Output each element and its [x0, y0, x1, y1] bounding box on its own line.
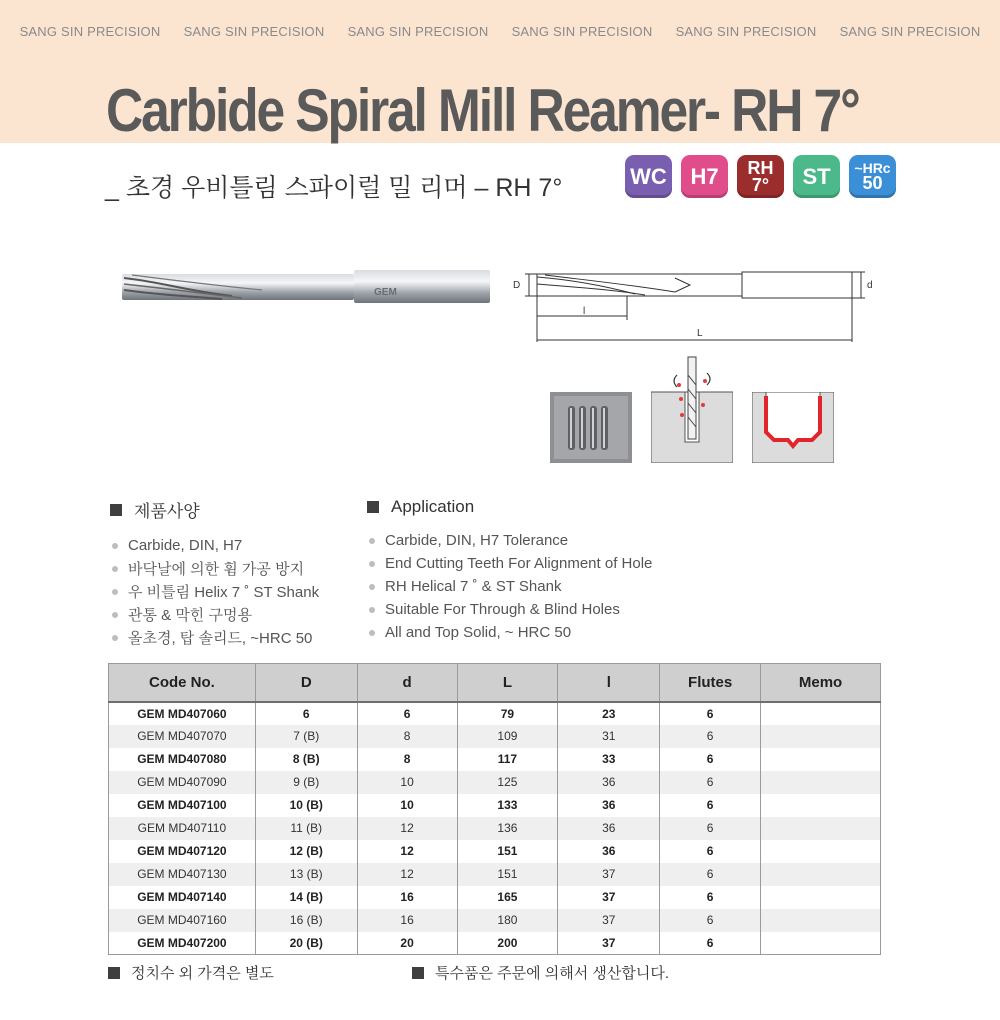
table-cell	[761, 817, 881, 840]
list-item-text: End Cutting Teeth For Alignment of Hole	[385, 555, 653, 572]
list-item	[369, 575, 652, 598]
table-cell: 9 (B)	[255, 771, 357, 794]
cut-sample-photo	[550, 392, 632, 463]
table-cell: 16	[357, 909, 457, 932]
dim-L-label: L	[697, 328, 703, 339]
badge-rh7	[737, 155, 784, 198]
table-cell: GEM MD407140	[109, 886, 256, 909]
list-item	[112, 603, 319, 626]
table-cell: 136	[457, 817, 558, 840]
list-item	[369, 552, 652, 575]
table-cell: 151	[457, 863, 558, 886]
table-cell: 33	[558, 748, 660, 771]
table-cell: 6	[660, 886, 761, 909]
dim-d-label: d	[867, 280, 873, 291]
table-row	[109, 794, 881, 817]
table-cell: GEM MD407090	[109, 771, 256, 794]
table-cell: 151	[457, 840, 558, 863]
table-cell: 10	[357, 771, 457, 794]
table-cell: 23	[558, 702, 660, 725]
table-cell: 12	[357, 863, 457, 886]
table-cell: 16 (B)	[255, 909, 357, 932]
table-row	[109, 886, 881, 909]
square-bullet-icon	[108, 967, 120, 979]
table-cell: GEM MD407120	[109, 840, 256, 863]
list-item-text: Suitable For Through & Blind Holes	[385, 601, 620, 618]
list-item-text: Carbide, DIN, H7	[128, 537, 243, 554]
table-cell: 6	[357, 702, 457, 725]
badge-wc: WC	[625, 155, 672, 198]
note-left	[108, 962, 274, 983]
table-row	[109, 771, 881, 794]
table-cell	[761, 932, 881, 955]
column-header: L	[457, 664, 558, 702]
page-subtitle: _ 초경 우비틀림 스파이럴 밀 리머 – RH 7°	[105, 174, 563, 202]
column-header: Flutes	[660, 664, 761, 702]
brand-text: SANG SIN PRECISION	[839, 24, 981, 39]
table-cell: 12	[357, 817, 457, 840]
spec-section-korean	[110, 497, 319, 649]
table-cell: 8	[357, 748, 457, 771]
table-cell: 7 (B)	[255, 725, 357, 748]
list-item	[369, 621, 652, 644]
table-cell: 10	[357, 794, 457, 817]
dot-bullet-icon	[112, 589, 118, 595]
table-cell: 12 (B)	[255, 840, 357, 863]
table-row	[109, 817, 881, 840]
table-cell: 16	[357, 886, 457, 909]
badge-hrc50	[849, 155, 896, 198]
note-right	[412, 962, 669, 983]
table-cell: 11 (B)	[255, 817, 357, 840]
through-hole-diagram	[651, 355, 733, 463]
table-row	[109, 702, 881, 725]
table-cell: 6	[660, 840, 761, 863]
table-cell: GEM MD407160	[109, 909, 256, 932]
badge-hrc-top: ~HRc	[854, 160, 891, 177]
table-cell: 36	[558, 771, 660, 794]
table-cell: 36	[558, 794, 660, 817]
dot-bullet-icon	[112, 635, 118, 641]
square-bullet-icon	[412, 967, 424, 979]
table-cell: 36	[558, 817, 660, 840]
list-item	[369, 598, 652, 621]
list-item-text: RH Helical 7 ˚ & ST Shank	[385, 578, 562, 595]
table-row	[109, 863, 881, 886]
table-cell: 165	[457, 886, 558, 909]
table-cell: GEM MD407060	[109, 702, 256, 725]
list-item-text: 올초경, 탑 솔리드, ~HRC 50	[128, 630, 313, 647]
badge-rh-bottom: 7°	[751, 174, 770, 195]
brand-text: SANG SIN PRECISION	[19, 24, 161, 39]
table-cell: 10 (B)	[255, 794, 357, 817]
table-cell	[761, 840, 881, 863]
page-title: Carbide Spiral Mill Reamer- RH 7°	[106, 77, 859, 144]
table-cell: 37	[558, 909, 660, 932]
table-cell: 37	[558, 886, 660, 909]
note-left-text: 정치수 외 가격은 별도	[131, 965, 274, 982]
table-cell: GEM MD407110	[109, 817, 256, 840]
table-cell	[761, 748, 881, 771]
table-body	[109, 702, 881, 955]
dot-bullet-icon	[112, 543, 118, 549]
badge-rh-top: RH	[747, 158, 774, 179]
table-cell: 13 (B)	[255, 863, 357, 886]
spec-heading-text: Application	[391, 497, 475, 516]
dim-D-label: D	[513, 280, 521, 291]
table-cell: 6	[660, 932, 761, 955]
table-cell: 109	[457, 725, 558, 748]
list-item	[369, 529, 652, 552]
table-cell: 37	[558, 863, 660, 886]
table-header-row	[109, 664, 881, 702]
table-cell	[761, 771, 881, 794]
table-cell: GEM MD407080	[109, 748, 256, 771]
table-cell: 20	[357, 932, 457, 955]
spec-list-korean	[110, 534, 319, 649]
table-cell	[761, 863, 881, 886]
table-cell	[761, 794, 881, 817]
dim-l-label: l	[583, 306, 586, 317]
table-cell: 8	[357, 725, 457, 748]
spec-section-english	[367, 497, 652, 644]
spec-heading-english	[367, 497, 652, 517]
table-cell: 14 (B)	[255, 886, 357, 909]
column-header: l	[558, 664, 660, 702]
list-item	[112, 557, 319, 580]
table-cell: 6	[660, 725, 761, 748]
dot-bullet-icon	[369, 561, 375, 567]
list-item	[112, 626, 319, 649]
table-cell: GEM MD407130	[109, 863, 256, 886]
list-item-text: 바닥날에 의한 휨 가공 방지	[128, 561, 305, 578]
badge-hrc-bottom: 50	[862, 172, 883, 193]
table-row	[109, 932, 881, 955]
brand-text: SANG SIN PRECISION	[347, 24, 489, 39]
reamer-photo	[122, 270, 490, 303]
table-cell: 8 (B)	[255, 748, 357, 771]
table-cell	[761, 886, 881, 909]
spec-heading-text: 제품사양	[134, 502, 200, 521]
table-cell: 6	[660, 794, 761, 817]
photo-brand-mark: GEM	[374, 287, 397, 298]
badge-h7: H7	[681, 155, 728, 198]
table-cell: 20 (B)	[255, 932, 357, 955]
table-cell: GEM MD407100	[109, 794, 256, 817]
table-cell: 180	[457, 909, 558, 932]
list-item-text: Carbide, DIN, H7 Tolerance	[385, 532, 569, 549]
dot-bullet-icon	[369, 584, 375, 590]
table-cell: 6	[660, 863, 761, 886]
brand-text: SANG SIN PRECISION	[675, 24, 817, 39]
list-item	[112, 534, 319, 557]
table-cell	[761, 702, 881, 725]
table-cell: 6	[660, 771, 761, 794]
table-cell: 6	[660, 817, 761, 840]
table-row	[109, 748, 881, 771]
table-cell: 79	[457, 702, 558, 725]
table-cell: 6	[660, 909, 761, 932]
technical-drawing	[505, 262, 890, 350]
column-header: D	[255, 664, 357, 702]
dot-bullet-icon	[112, 566, 118, 572]
column-header: d	[357, 664, 457, 702]
dot-bullet-icon	[369, 538, 375, 544]
table-cell: 37	[558, 932, 660, 955]
brand-row	[0, 24, 1000, 39]
list-item-text: 관통 & 막힌 구멍용	[128, 607, 252, 624]
table-cell	[761, 725, 881, 748]
column-header: Memo	[761, 664, 881, 702]
table-cell: 6	[660, 748, 761, 771]
product-spec-table	[108, 663, 881, 955]
table-cell: 133	[457, 794, 558, 817]
table-cell: 117	[457, 748, 558, 771]
note-right-text: 특수품은 주문에 의해서 생산합니다.	[435, 965, 670, 982]
table-row	[109, 840, 881, 863]
table-cell: GEM MD407070	[109, 725, 256, 748]
table-row	[109, 909, 881, 932]
column-header: Code No.	[109, 664, 256, 702]
spec-heading-korean	[110, 497, 319, 522]
list-item-text: 우 비틀림 Helix 7 ˚ ST Shank	[128, 584, 320, 601]
blind-hole-diagram	[752, 392, 834, 463]
square-bullet-icon	[367, 501, 379, 513]
table-cell: 6	[660, 702, 761, 725]
dot-bullet-icon	[369, 607, 375, 613]
table-cell: 12	[357, 840, 457, 863]
table-cell: 36	[558, 840, 660, 863]
list-item	[112, 580, 319, 603]
list-item-text: All and Top Solid, ~ HRC 50	[385, 624, 572, 641]
table-cell: 31	[558, 725, 660, 748]
table-cell: 6	[255, 702, 357, 725]
badge-st: ST	[793, 155, 840, 198]
dot-bullet-icon	[369, 630, 375, 636]
square-bullet-icon	[110, 504, 122, 516]
table-cell: GEM MD407200	[109, 932, 256, 955]
table-cell: 125	[457, 771, 558, 794]
dot-bullet-icon	[112, 612, 118, 618]
table-row	[109, 725, 881, 748]
brand-text: SANG SIN PRECISION	[511, 24, 653, 39]
feature-badges	[625, 155, 896, 198]
table-cell	[761, 909, 881, 932]
table-cell: 200	[457, 932, 558, 955]
spec-list-english	[367, 529, 652, 644]
brand-text: SANG SIN PRECISION	[183, 24, 325, 39]
